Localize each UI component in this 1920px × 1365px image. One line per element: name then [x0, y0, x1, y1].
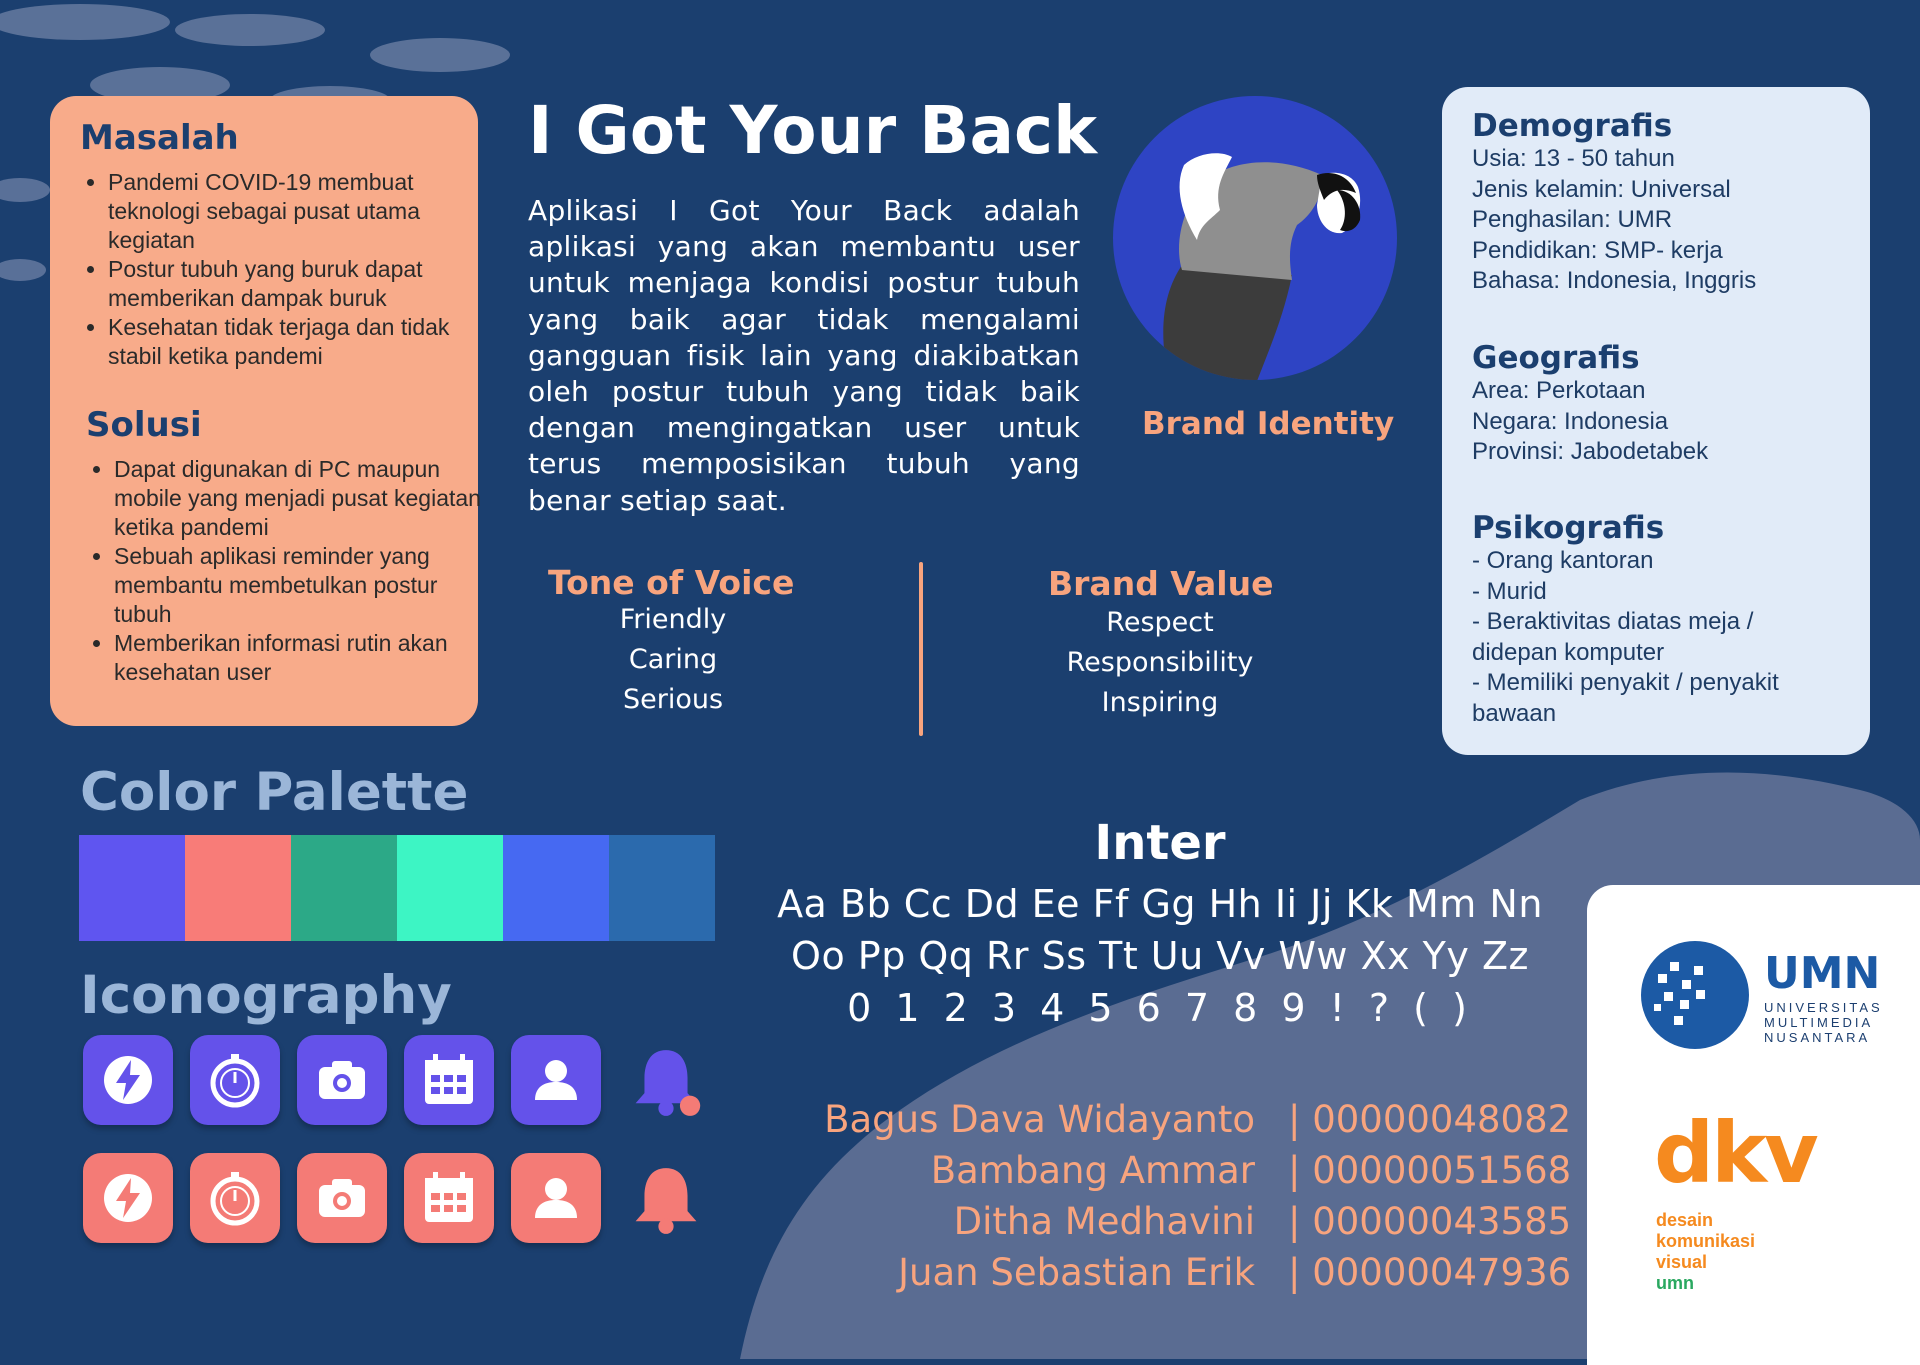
team-member [760, 1098, 1572, 1148]
umn-logo-line: MULTIMEDIA [1764, 1015, 1874, 1030]
list-item: • Pandemi COVID-19 membuat teknologi sebagai pusat utama kegiatan [108, 168, 488, 255]
list-item: • Dapat digunakan di PC maupun mobile yang menjadi pusat kegiatan ketika pandemi [114, 455, 490, 542]
demografis-section [1472, 108, 1852, 297]
team-member [760, 1200, 1572, 1250]
masalah-list [78, 168, 488, 371]
psikografis-section [1472, 510, 1852, 729]
icon-tile [190, 1035, 280, 1125]
icon-tile [511, 1153, 601, 1243]
app-description: Aplikasi I Got Your Back adalah aplikasi yang akan membantu user untuk menjaga kondisi postur tubuh yang baik agar tidak mengalami gangguan fisik lain yang diakibatkan oleh postur tubuh yang tidak baik dengan mengingatkan user untuk terus memposisikan tubuh yang benar setiap saat. [528, 194, 1080, 517]
psikografis-title: Psikografis [1472, 510, 1665, 546]
team-member-name: Juan Sebastian Erik [898, 1251, 1255, 1294]
icon-tile [511, 1035, 601, 1125]
brand-value-list [1040, 603, 1280, 723]
stopwatch-icon [205, 1050, 265, 1110]
color-swatch [609, 835, 715, 941]
geografis-line: Area: Perkotaan [1472, 377, 1646, 404]
team-member-id: | 00000043585 [1288, 1200, 1572, 1243]
bell-icon [628, 1163, 704, 1244]
flash-icon [98, 1050, 158, 1110]
divider [919, 562, 923, 736]
umn-logo-text [1764, 1000, 1883, 1045]
brand-identity-illustration [1112, 95, 1398, 381]
icon-tile [404, 1035, 494, 1125]
list-item: Caring [628, 644, 718, 675]
list-item: Serious [622, 684, 724, 715]
user-icon [526, 1050, 586, 1110]
team-member-id: | 00000051568 [1288, 1149, 1572, 1192]
color-swatch [503, 835, 609, 941]
font-name: Inter [1094, 815, 1226, 871]
demografis-line: Usia: 13 - 50 tahun [1472, 145, 1675, 172]
camera-icon [312, 1168, 372, 1228]
bell-icon [628, 1045, 704, 1126]
psikografis-line: - Beraktivitas diatas meja / [1472, 608, 1754, 635]
icon-tile [297, 1153, 387, 1243]
numerals-line: 0 1 2 3 4 5 6 7 8 9 ! ? ( ) [847, 986, 1473, 1030]
icon-tile [83, 1153, 173, 1243]
icon-tile [297, 1035, 387, 1125]
dkv-logo-line: umn [1656, 1273, 1694, 1293]
psikografis-line: didepan komputer [1472, 638, 1665, 666]
demografis-line: Pendidikan: SMP- kerja [1472, 236, 1723, 264]
stopwatch-icon [205, 1168, 265, 1228]
brand-value-title: Brand Value [1048, 564, 1274, 603]
camera-icon [312, 1050, 372, 1110]
psikografis-line: - Memiliki penyakit / penyakit [1472, 669, 1779, 696]
geografis-line: Negara: Indonesia [1472, 407, 1669, 435]
team-member-name: Bagus Dava Widayanto [824, 1098, 1255, 1141]
color-swatch [185, 835, 291, 941]
team-member-name: Bambang Ammar [930, 1149, 1255, 1192]
team-member [760, 1251, 1572, 1301]
list-item: Responsibility [1066, 647, 1254, 678]
list-item: Inspiring [1101, 687, 1219, 718]
tone-of-voice-title: Tone of Voice [548, 563, 795, 602]
icon-tile [404, 1153, 494, 1243]
solusi-list [84, 455, 490, 687]
demografis-line: Penghasilan: UMR [1472, 206, 1673, 233]
demografis-line: Jenis kelamin: Universal [1472, 175, 1731, 203]
iconography-title: Iconography [80, 965, 452, 1026]
calendar-icon [419, 1050, 479, 1110]
team-member [760, 1149, 1572, 1199]
icon-tile [190, 1153, 280, 1243]
icon-tile [83, 1035, 173, 1125]
team-member-name: Ditha Medhavini [953, 1200, 1255, 1243]
color-swatch [291, 835, 397, 941]
team-member-id: | 00000047936 [1288, 1251, 1572, 1294]
brand-identity-label: Brand Identity [1142, 406, 1395, 442]
list-item: Respect [1106, 607, 1214, 638]
psikografis-line: - Murid [1472, 577, 1547, 605]
list-item: • Kesehatan tidak terjaga dan tidak stabil ketika pandemi [108, 313, 488, 371]
dkv-logo-line: desain [1656, 1210, 1714, 1230]
solusi-title: Solusi [86, 405, 202, 445]
list-item: • Postur tubuh yang buruk dapat memberikan dampak buruk [108, 255, 488, 313]
umn-logo-line: NUSANTARA [1764, 1030, 1871, 1045]
geografis-title: Geografis [1472, 340, 1640, 376]
list-item: • Memberikan informasi rutin akan kesehatan user [114, 629, 490, 687]
dkv-logo-line: komunikasi [1656, 1231, 1756, 1251]
umn-logo-line: UNIVERSITAS [1764, 1000, 1883, 1015]
masalah-title: Masalah [80, 118, 239, 158]
alphabet-line-1: Aa Bb Cc Dd Ee Ff Gg Hh Ii Jj Kk Mm Nn [777, 882, 1543, 926]
psikografis-line: - Orang kantoran [1472, 547, 1654, 574]
geografis-section [1472, 340, 1852, 468]
color-swatch [397, 835, 503, 941]
color-palette-title: Color Palette [80, 762, 469, 823]
calendar-icon [419, 1168, 479, 1228]
alphabet-line-2: Oo Pp Qq Rr Ss Tt Uu Vv Ww Xx Yy Zz [791, 934, 1529, 978]
color-swatch [79, 835, 185, 941]
list-item: • Sebuah aplikasi reminder yang membantu membetulkan postur tubuh [114, 542, 490, 629]
umn-logo-name: UMN [1764, 948, 1881, 999]
demografis-line: Bahasa: Indonesia, Inggris [1472, 267, 1757, 294]
flash-icon [98, 1168, 158, 1228]
team-member-id: | 00000048082 [1288, 1098, 1572, 1141]
list-item: Friendly [619, 604, 727, 635]
demografis-title: Demografis [1472, 108, 1673, 144]
umn-logo-icon [1640, 940, 1750, 1050]
dkv-logo-line: visual [1656, 1252, 1708, 1272]
user-icon [526, 1168, 586, 1228]
tone-of-voice-list [573, 600, 773, 720]
psikografis-line: bawaan [1472, 699, 1557, 727]
dkv-logo-text [1656, 1210, 1755, 1294]
dkv-logo-name: dkv [1654, 1104, 1816, 1202]
geografis-line: Provinsi: Jabodetabek [1472, 438, 1709, 465]
page-title: I Got Your Back [528, 92, 1098, 169]
